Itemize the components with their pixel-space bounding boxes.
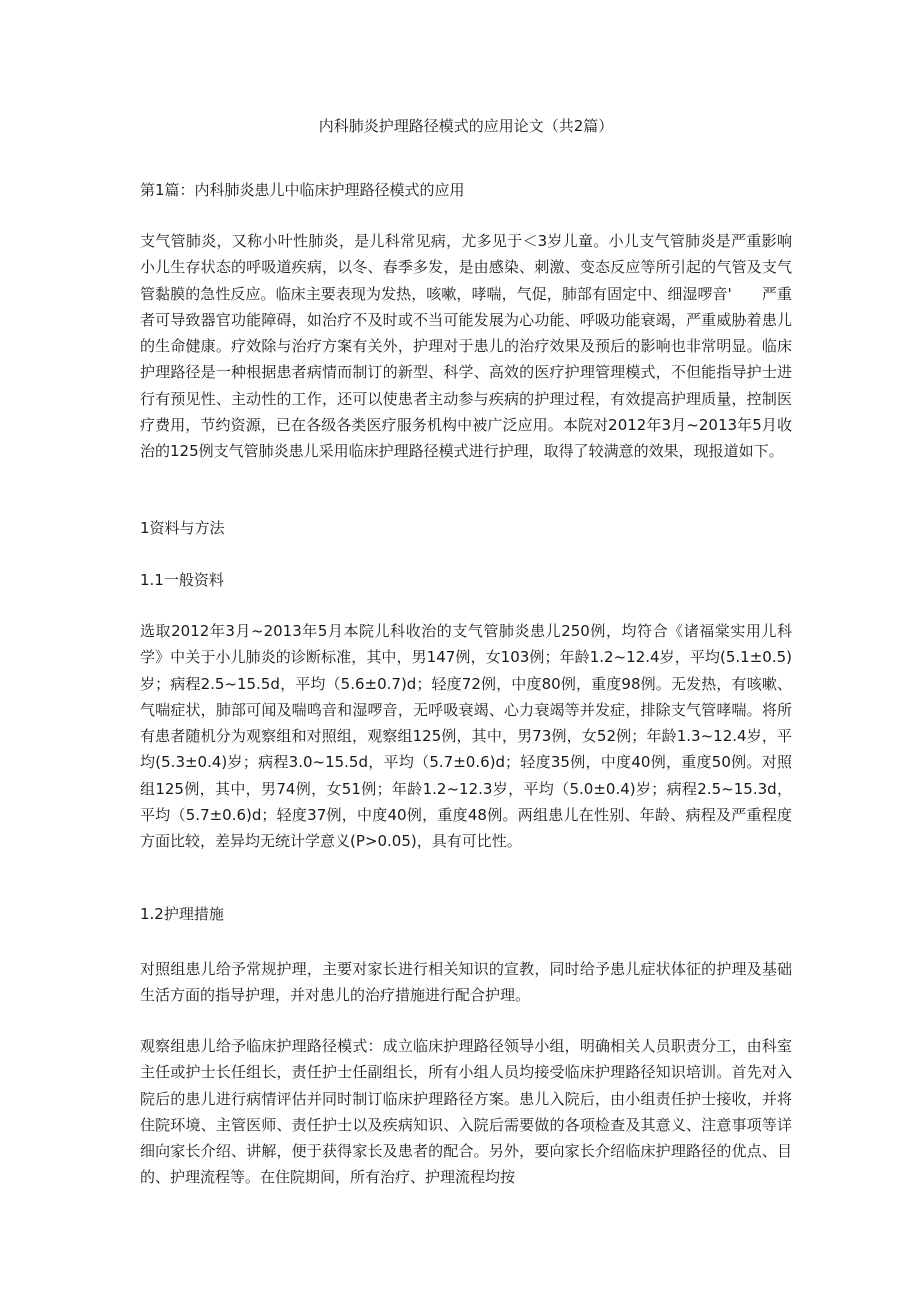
part-1-heading: 第1篇：内科肺炎患儿中临床护理路径模式的应用 [140,181,465,199]
document-title: 内科肺炎护理路径模式的应用论文（共2篇） [318,117,614,135]
observation-group-paragraph: 观察组患儿给予临床护理路径模式：成立临床护理路径领导小组，明确相关人员职责分工，由科室主任或护士长任组长，责任护士任副组长，所有小组人员均接受临床护理路径知识培训。首先对入院后的患儿进行病情评估并同时制订临床护理路径方案。患儿入院后，由小组责任护士接收，并将住院环境、主管医师、责任护士以及疾病知识、入院后需要做的各项检查及其意义、注意事项等详细向家长介绍、讲解，便于获得家长及患者的配合。另外，要向家长介绍临床护理路径的优点、目的、护理流程等。在住院期间，所有治疗、护理流程均按 [140,1037,792,1187]
section-1-1-heading: 1.1一般资料 [140,571,224,589]
intro-paragraph: 支气管肺炎，又称小叶性肺炎，是儿科常见病，尤多见于＜3岁儿童。小儿支气管肺炎是严重影响小儿生存状态的呼吸道疾病，以冬、春季多发，是由感染、刺激、变态反应等所引起的气管及支气管黏膜的急性反应。临床主要表现为发热，咳嗽，哮喘，气促，肺部有固定中、细湿啰音' 严重者可导致器官功能障碍，如治疗不及时或不当可能发展为心功能、呼吸功能衰竭，严重威胁着患儿的生命健康。疗效除与治疗方案有关外，护理对于患儿的治疗效果及预后的影响也非常明显。临床护理路径是一种根据患者病情而制订的新型、科学、高效的医疗护理管理模式，不但能指导护士进行有预见性、主动性的工作，还可以使患者主动参与疾病的护理过程，有效提高护理质量，控制医疗费用，节约资源，已在各级各类医疗服务机构中被广泛应用。本院对2012年3月~2013年5月收治的125例支气管肺炎患儿采用临床护理路径模式进行护理，取得了较满意的效果，现报道如下。 [140,232,792,461]
general-data-paragraph: 选取2012年3月~2013年5月本院儿科收治的支气管肺炎患儿250例，均符合《诸福棠实用儿科学》中关于小儿肺炎的诊断标准，其中，男147例，女103例；年龄1.2~12.4岁，平均(5.1±0.5)岁；病程2.5~15.5d，平均（5.6±0.7)d；轻度72例，中度80例，重度98例。无发热，有咳嗽、气喘症状，肺部可闻及喘鸣音和湿啰音，无呼吸衰竭、心力衰竭等并发症，排除支气管哮喘。将所有患者随机分为观察组和对照组，观察组125例，其中，男73例，女52例；年龄1.3~12.4岁，平均(5.3±0.4)岁；病程3.0~15.5d，平均（5.7±0.6)d；轻度35例，中度40例，重度50例。对照组125例，其中，男74例，女51例；年龄1.2~12.3岁，平均（5.0±0.4)岁；病程2.5~15.3d，平均（5.7±0.6)d；轻度37例，中度40例，重度48例。两组患儿在性别、年龄、病程及严重程度方面比较，差异均无统计学意义(P>0.05)，具有可比性。 [140,622,792,851]
section-1-2-heading: 1.2护理措施 [140,905,224,923]
control-group-paragraph: 对照组患儿给予常规护理，主要对家长进行相关知识的宣教，同时给予患儿症状体征的护理及基础生活方面的指导护理，并对患儿的治疗措施进行配合护理。 [140,960,792,1005]
section-1-heading: 1资料与方法 [140,519,225,537]
